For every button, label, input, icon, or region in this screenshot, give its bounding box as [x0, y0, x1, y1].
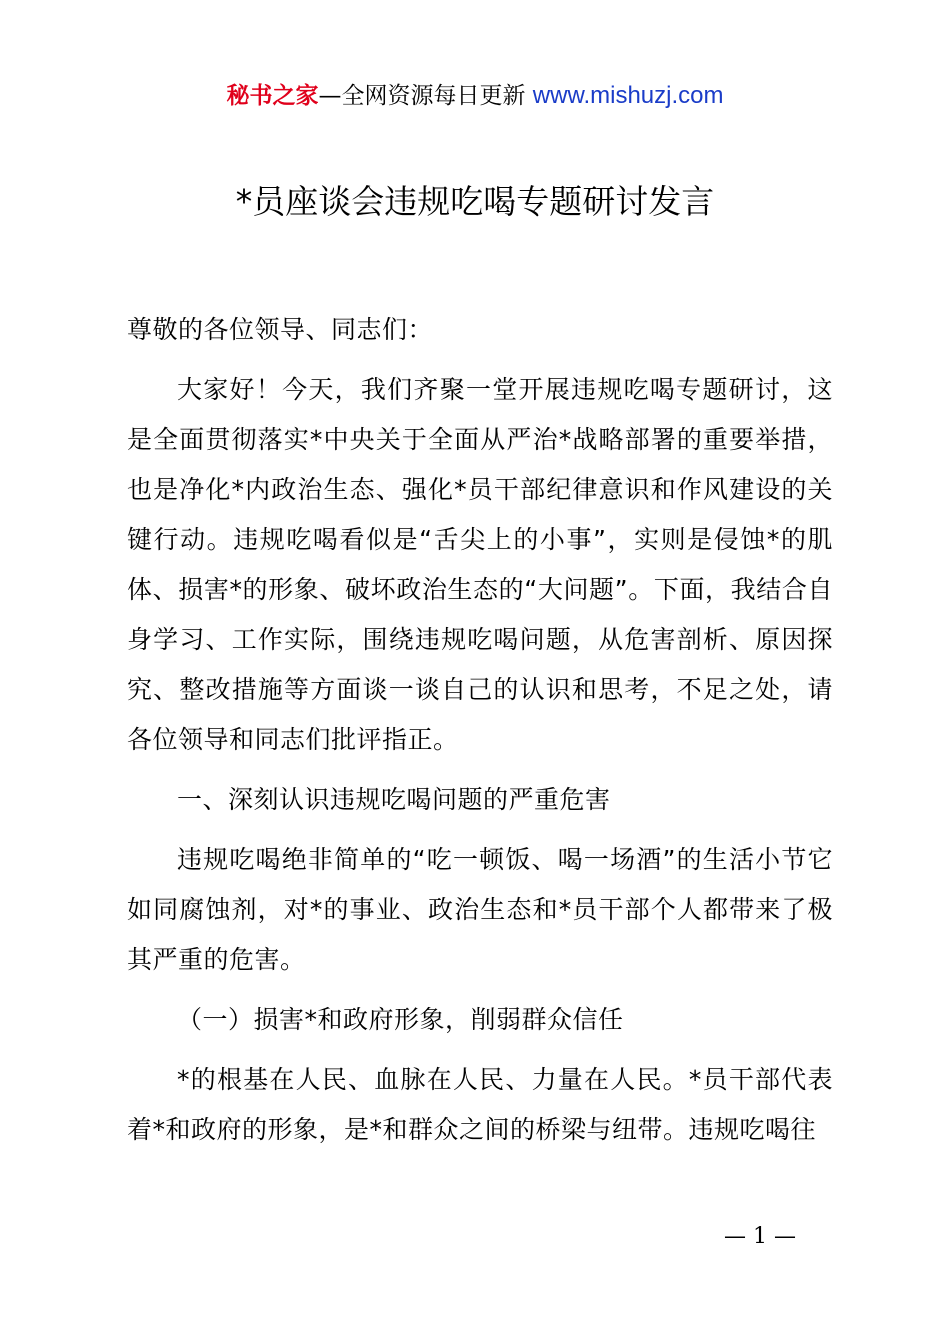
site-tagline: —全网资源每日更新	[318, 83, 526, 109]
document-body	[127, 305, 833, 1155]
subsection-paragraph: *的根基在人民、血脉在人民、力量在人民。*员干部代表着*和政府的形象，是*和群众之间的桥梁与纽带。违规吃喝往	[127, 1065, 833, 1144]
page-number: — 1 —	[724, 1224, 796, 1249]
section-heading: 一、深刻认识违规吃喝问题的严重危害	[177, 785, 611, 814]
site-url-link[interactable]: www.mishuzj.com	[532, 82, 724, 109]
intro-paragraph: 大家好！今天，我们齐聚一堂开展违规吃喝专题研讨，这是全面贯彻落实*中央关于全面从严治*战略部署的重要举措，也是净化*内政治生态、强化*员干部纪律意识和作风建设的关键行动。违规吃喝看似是“舌尖上的小事”，实则是侵蚀*的肌体、损害*的形象、破坏政治生态的“大问题”。下面，我结合自身学习、工作实际，围绕违规吃喝问题，从危害剖析、原因探究、整改措施等方面谈一谈自己的认识和思考，不足之处，请各位领导和同志们批评指正。	[127, 375, 833, 754]
site-brand: 秘书之家	[226, 83, 319, 109]
subsection-heading: （一）损害*和政府形象，削弱群众信任	[177, 1005, 624, 1034]
section-paragraph: 违规吃喝绝非简单的“吃一顿饭、喝一场酒”的生活小节它如同腐蚀剂，对*的事业、政治生态和*员干部个人都带来了极其严重的危害。	[127, 845, 833, 974]
document-title: *员座谈会违规吃喝专题研讨发言	[235, 182, 715, 221]
salutation: 尊敬的各位领导、同志们：	[127, 315, 434, 344]
site-header	[0, 80, 950, 112]
